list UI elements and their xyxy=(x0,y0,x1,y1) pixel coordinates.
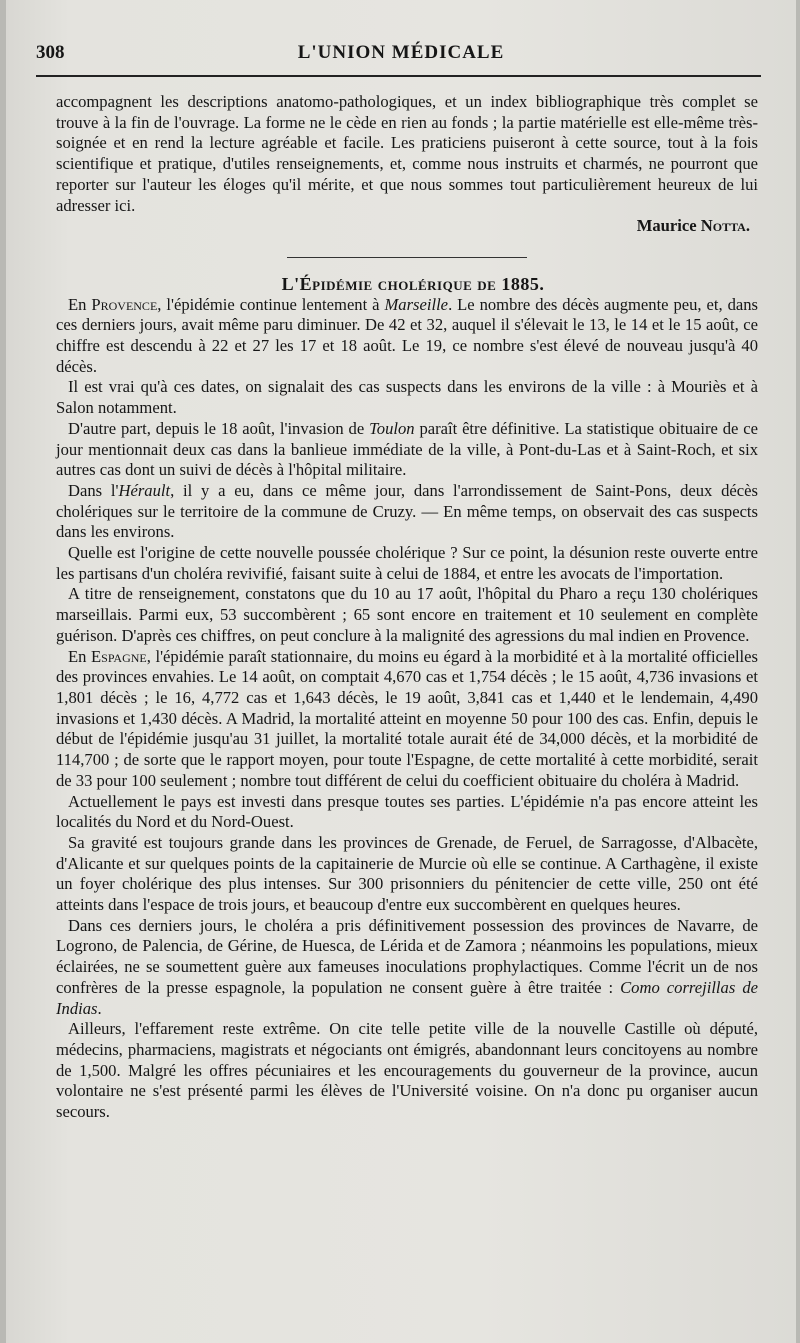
paragraph-origin: Quelle est l'origine de cette nouvelle poussée cholérique ? Sur ce point, la désunion reste ouverte entre les partisans d'un choléra revivifié, faisant suite à celui de 1884, et entre les avocats de l'importation. xyxy=(56,543,758,583)
paragraph-ailleurs: Ailleurs, l'effarement reste extrême. On cite telle petite ville de la nouvelle Castille où député, médecins, pharmaciens, magistrats et négociants ont émigrés, abandonnant leurs concitoyens au nombre de 1,500. Malgré les offres pécuniaires et les encouragements du gouverneur de la province, aucun volontaire ne s'est présenté parmi les élèves de l'Université voisine. On n'a donc pu organiser aucun secours. xyxy=(56,1019,758,1122)
running-header xyxy=(36,42,766,66)
paragraph-investi: Actuellement le pays est investi dans presque toutes ses parties. L'épidémie n'a pas encore atteint les localités du Nord et du Nord-Ouest. xyxy=(56,791,758,832)
article-title: L'Épidémie cholérique de 1885. xyxy=(281,273,545,294)
signature-last-name: Notta. xyxy=(700,216,750,236)
paragraph-toulon: D'autre part, depuis le 18 août, l'invasion de Toulon paraît être définitive. La statistique obituaire de ce jour mentionnait deux cas dans la banlieue immédiate de la ville, à Pont-du-Las et à Saint-Roch, et six autres cas dont un suivi de décès à l'hôpital militaire. xyxy=(56,418,758,480)
signature-first-name: Maurice xyxy=(636,216,697,236)
journal-page xyxy=(6,0,796,1343)
paragraph-gravite: Sa gravité est toujours grande dans les provinces de Grenade, de Feruel, de Sarragosse, d'Albacète, d'Alicante et sur quelques points de la capitainerie de Murcie où elle se continue. A Carthagène, il existe un foyer cholérique des plus intenses. Sur 300 prisonniers du pénitencier de cette ville, 250 ont été atteints dans l'espace de trois jours, et beaucoup d'entre eux succombèrent en quelques heures. xyxy=(56,832,758,915)
paragraph-espagne: En Espagne, l'épidémie paraît stationnaire, du moins eu égard à la morbidité et à la mortalité officielles des provinces envahies. Le 14 août, on comptait 4,670 cas et 1,754 décès ; le 15 août, 4,736 invasions et 1,801 décès ; le 16, 4,772 cas et 1,643 décès, le 19 août, 3,841 cas et 1,440 et le lendemain, 4,490 invasions et 1,430 décès. A Madrid, la mortalité atteint en moyenne 50 pour 100 des cas. Enfin, depuis le début de l'épidémie jusqu'au 31 juillet, la mortalité totale aurait été de 34,000 décès, et la morbidité de 114,700 ; de sorte que le rapport moyen, pour toute l'Espagne, de cette mortalité à cette morbidité, serait de 33 pour 100 seulement ; nombre tout différent de celui du coefficient obituaire du choléra à Madrid. xyxy=(56,646,758,790)
paragraph-pharo: A titre de renseignement, constatons que du 10 au 17 août, l'hôpital du Pharo a reçu 130 cholériques marseillais. Parmi eux, 53 succombèrent ; 65 sont encore en traitement et 10 seulement en complète guérison. D'après ces chiffres, on peut conclure à la malignité des agressions du mal indien en Provence. xyxy=(56,584,758,645)
paragraph-provinces: Dans ces derniers jours, le choléra a pris définitivement possession des provinces de Navarre, de Logrono, de Palencia, de Gérine, de Huesca, de Lérida et de Zamora ; néanmoins les populations, mieux éclairées, ne se soumettent guère aux fameuses inoculations prophylactiques. Comme l'écrit un de nos confrères de la presse espagnole, la population ne consent guère à être traitée : Como correjillas de Indias. xyxy=(56,915,758,1018)
author-signature xyxy=(56,216,758,237)
paragraph-herault: Dans l'Hérault, il y a eu, dans ce même jour, dans l'arrondissement de Saint-Pons, deux décès cholériques sur le territoire de la commune de Cruzy. — En même temps, on observait des cas suspects dans les environs. xyxy=(56,480,758,542)
page-number: 308 xyxy=(36,42,65,63)
review-closing-paragraph: accompagnent les descriptions anatomo-pathologiques, et un index bibliographique très complet se trouve à la fin de l'ouvrage. La forme ne le cède en rien au fonds ; la partie matérielle est elle-même très-soignée et en rend la lecture agréable et facile. Les praticiens puiseront à cette source, tout à la fois scientifique et pratique, d'utiles renseignements, et, comme nous instruits et charmés, ne pourront que reporter sur l'auteur les éloges qu'il mérite, et que nous sommes tout particulièrement heureux de lui adresser ici. xyxy=(56,92,758,215)
journal-title: L'UNION MÉDICALE xyxy=(297,42,505,63)
body-text xyxy=(56,92,758,1123)
header-rule xyxy=(36,75,761,77)
section-separator xyxy=(287,257,527,258)
paragraph-provence: En Provence, l'épidémie continue lentement à Marseille. Le nombre des décès augmente peu, et, dans ces derniers jours, avait même paru diminuer. De 42 et 32, auquel il s'élevait le 13, le 14 et le 15 août, ce chiffre est descendu à 22 et 27 les 17 et 18 août. Le 19, ce nombre s'est élevé de nouveau jusqu'à 40 décès. xyxy=(56,294,758,376)
paragraph-suspects: Il est vrai qu'à ces dates, on signalait des cas suspects dans les environs de la ville : à Mouriès et à Salon notamment. xyxy=(56,377,758,418)
